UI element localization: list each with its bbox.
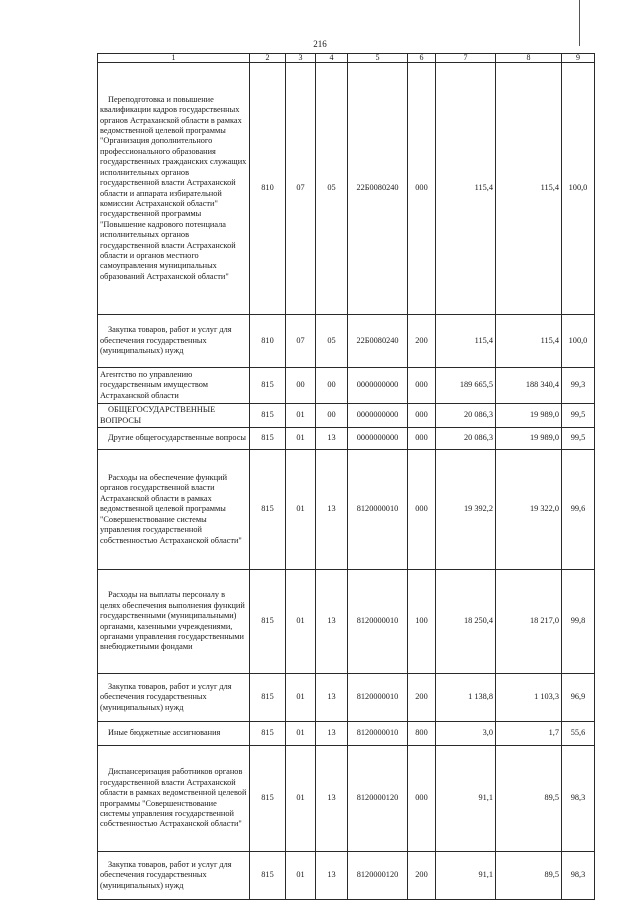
cell-section: 01 — [286, 852, 316, 900]
row-name: Расходы на выплаты персоналу в целях обеспечения выполнения функций государственными (муниципальными) органами, казенными учреждениями, органами управления государственными внебюджетными фондами — [98, 570, 250, 674]
table-row — [98, 63, 595, 315]
cell-executed: 19 322,0 — [496, 450, 562, 570]
cell-expense-type: 000 — [408, 428, 436, 450]
cell-ministry: 815 — [250, 852, 286, 900]
table-row — [98, 315, 595, 368]
cell-subsection: 05 — [316, 63, 348, 315]
cell-ministry: 815 — [250, 570, 286, 674]
cell-target-article: 8120000120 — [348, 746, 408, 852]
cell-subsection: 13 — [316, 722, 348, 746]
cell-planned: 115,4 — [436, 315, 496, 368]
cell-subsection: 00 — [316, 368, 348, 404]
cell-subsection: 13 — [316, 674, 348, 722]
table-row — [98, 674, 595, 722]
cell-target-article: 22Б0080240 — [348, 315, 408, 368]
cell-planned: 20 086,3 — [436, 428, 496, 450]
cell-section: 01 — [286, 722, 316, 746]
row-name: ОБЩЕГОСУДАРСТВЕННЫЕ ВОПРОСЫ — [98, 404, 250, 428]
cell-section: 00 — [286, 368, 316, 404]
row-name: Иные бюджетные ассигнования — [98, 722, 250, 746]
cell-subsection: 05 — [316, 315, 348, 368]
column-number-row — [98, 54, 595, 63]
table-row — [98, 570, 595, 674]
cell-percent: 99,8 — [562, 570, 595, 674]
cell-section: 01 — [286, 674, 316, 722]
table-row — [98, 722, 595, 746]
table-row — [98, 852, 595, 900]
cell-expense-type: 800 — [408, 722, 436, 746]
cell-planned: 91,1 — [436, 852, 496, 900]
cell-executed: 18 217,0 — [496, 570, 562, 674]
cell-ministry: 810 — [250, 315, 286, 368]
row-name: Закупка товаров, работ и услуг для обеспечения государственных (муниципальных) нужд — [98, 674, 250, 722]
cell-ministry: 815 — [250, 450, 286, 570]
cell-section: 07 — [286, 63, 316, 315]
cell-executed: 19 989,0 — [496, 404, 562, 428]
cell-expense-type: 200 — [408, 315, 436, 368]
cell-executed: 1,7 — [496, 722, 562, 746]
margin-line — [579, 0, 580, 46]
cell-target-article: 8120000010 — [348, 570, 408, 674]
cell-target-article: 8120000010 — [348, 674, 408, 722]
cell-target-article: 0000000000 — [348, 428, 408, 450]
cell-ministry: 815 — [250, 674, 286, 722]
table-row — [98, 428, 595, 450]
row-name: Расходы на обеспечение функций органов государственной власти Астраханской области в рамках ведомственной целевой программы "Совершенствование системы управления государственной собственностью Астраханской области" — [98, 450, 250, 570]
table-row — [98, 746, 595, 852]
budget-table — [97, 53, 595, 900]
row-name: Диспансеризация работников органов государственной власти Астраханской области в рамках ведомственной целевой программы "Совершенствование системы управления государственной собственностью Астраханской области" — [98, 746, 250, 852]
cell-planned: 115,4 — [436, 63, 496, 315]
cell-percent: 99,5 — [562, 428, 595, 450]
page-number: 216 — [313, 39, 327, 49]
cell-section: 01 — [286, 746, 316, 852]
cell-subsection: 00 — [316, 404, 348, 428]
column-header: 8 — [496, 54, 562, 63]
cell-ministry: 815 — [250, 722, 286, 746]
cell-executed: 115,4 — [496, 63, 562, 315]
cell-expense-type: 200 — [408, 674, 436, 722]
cell-subsection: 13 — [316, 450, 348, 570]
cell-section: 01 — [286, 570, 316, 674]
table-row — [98, 404, 595, 428]
row-name: Закупка товаров, работ и услуг для обеспечения государственных (муниципальных) нужд — [98, 315, 250, 368]
column-header: 9 — [562, 54, 595, 63]
cell-percent: 100,0 — [562, 315, 595, 368]
cell-target-article: 8120000010 — [348, 450, 408, 570]
cell-planned: 3,0 — [436, 722, 496, 746]
cell-ministry: 815 — [250, 746, 286, 852]
cell-executed: 19 989,0 — [496, 428, 562, 450]
cell-planned: 189 665,5 — [436, 368, 496, 404]
cell-target-article: 0000000000 — [348, 404, 408, 428]
column-header: 4 — [316, 54, 348, 63]
table-row — [98, 368, 595, 404]
cell-executed: 188 340,4 — [496, 368, 562, 404]
cell-planned: 1 138,8 — [436, 674, 496, 722]
column-header: 6 — [408, 54, 436, 63]
row-name: Другие общегосударственные вопросы — [98, 428, 250, 450]
cell-target-article: 0000000000 — [348, 368, 408, 404]
cell-percent: 99,3 — [562, 368, 595, 404]
cell-ministry: 815 — [250, 404, 286, 428]
cell-expense-type: 100 — [408, 570, 436, 674]
cell-ministry: 810 — [250, 63, 286, 315]
row-name: Переподготовка и повышение квалификации кадров государственных органов Астраханской области в рамках ведомственной целевой программы "Организация дополнительного профессионального образования государственных гражданских служащих исполнительных органов государственной власти Астраханской области и аппарата избирательной комиссии Астраханской области" государственной программы "Повышение кадрового потенциала исполнительных органов государственной власти Астраханской области и органов местного самоуправления муниципальных образований Астраханской области" — [98, 63, 250, 315]
cell-ministry: 815 — [250, 368, 286, 404]
cell-section: 01 — [286, 450, 316, 570]
cell-subsection: 13 — [316, 852, 348, 900]
cell-subsection: 13 — [316, 570, 348, 674]
cell-expense-type: 000 — [408, 450, 436, 570]
cell-percent: 98,3 — [562, 852, 595, 900]
cell-expense-type: 000 — [408, 404, 436, 428]
cell-subsection: 13 — [316, 746, 348, 852]
cell-planned: 20 086,3 — [436, 404, 496, 428]
row-name: Агентство по управлению государственным имуществом Астраханской области — [98, 368, 250, 404]
column-header: 5 — [348, 54, 408, 63]
column-header: 7 — [436, 54, 496, 63]
column-header: 1 — [98, 54, 250, 63]
cell-subsection: 13 — [316, 428, 348, 450]
cell-percent: 100,0 — [562, 63, 595, 315]
cell-percent: 96,9 — [562, 674, 595, 722]
cell-percent: 99,6 — [562, 450, 595, 570]
cell-expense-type: 200 — [408, 852, 436, 900]
cell-target-article: 8120000120 — [348, 852, 408, 900]
column-header: 2 — [250, 54, 286, 63]
cell-executed: 115,4 — [496, 315, 562, 368]
cell-section: 01 — [286, 404, 316, 428]
cell-planned: 19 392,2 — [436, 450, 496, 570]
cell-planned: 91,1 — [436, 746, 496, 852]
cell-target-article: 22Б0080240 — [348, 63, 408, 315]
cell-expense-type: 000 — [408, 63, 436, 315]
table-row — [98, 450, 595, 570]
cell-expense-type: 000 — [408, 746, 436, 852]
cell-executed: 89,5 — [496, 746, 562, 852]
cell-section: 01 — [286, 428, 316, 450]
cell-ministry: 815 — [250, 428, 286, 450]
cell-percent: 99,5 — [562, 404, 595, 428]
cell-planned: 18 250,4 — [436, 570, 496, 674]
cell-percent: 55,6 — [562, 722, 595, 746]
cell-executed: 1 103,3 — [496, 674, 562, 722]
cell-section: 07 — [286, 315, 316, 368]
cell-executed: 89,5 — [496, 852, 562, 900]
cell-expense-type: 000 — [408, 368, 436, 404]
cell-percent: 98,3 — [562, 746, 595, 852]
row-name: Закупка товаров, работ и услуг для обеспечения государственных (муниципальных) нужд — [98, 852, 250, 900]
cell-target-article: 8120000010 — [348, 722, 408, 746]
column-header: 3 — [286, 54, 316, 63]
